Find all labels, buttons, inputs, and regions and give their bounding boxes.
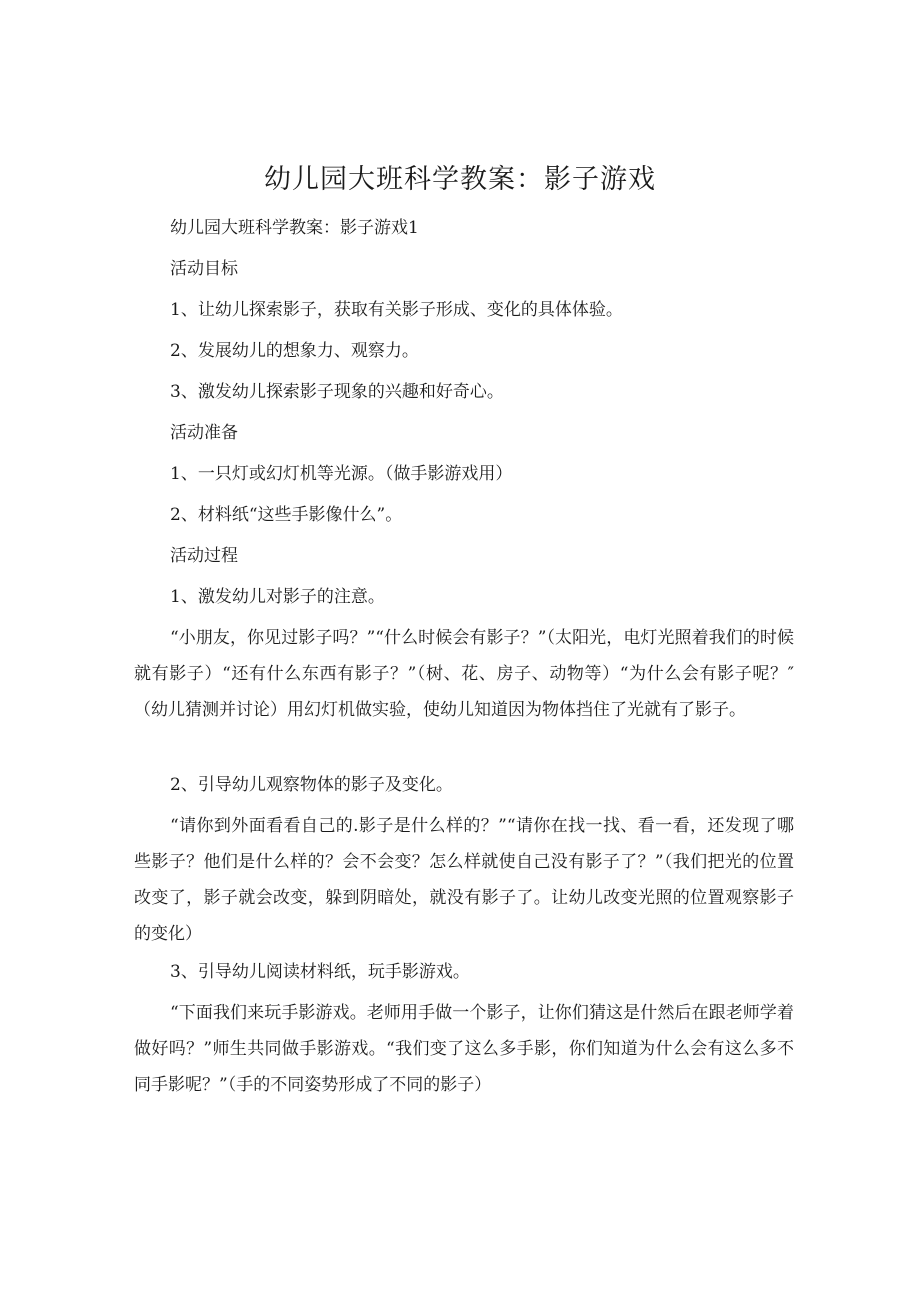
process-step: 3、引导幼儿阅读材料纸，玩手影游戏。 — [170, 962, 470, 982]
process-step: 2、引导幼儿观察物体的影子及变化。 — [170, 775, 453, 795]
prep-item: 2、材料纸“这些手影像什么”。 — [170, 505, 403, 525]
goal-item: 2、发展幼儿的想象力、观察力。 — [170, 341, 419, 361]
goal-item: 1、让幼儿探索影子，获取有关影子形成、变化的具体体验。 — [170, 300, 623, 320]
process-paragraph: “小朋友，你见过影子吗？”“什么时候会有影子？”（太阳光，电灯光照着我们的时候就有影子）“还有什么东西有影子？”（树、花、房子、动物等）“为什么会有影子呢？″（幼儿猜测并讨论）用幻灯机做实验，使幼儿知道因为物体挡住了光就有了影子。 — [134, 628, 794, 720]
section-heading-goals: 活动目标 — [170, 259, 238, 279]
section-heading-prep: 活动准备 — [170, 423, 238, 443]
process-paragraph: “请你到外面看看自己的.影子是什么样的？”“请你在找一找、看一看，还发现了哪些影子？他们是什么样的？会不会变？怎么样就使自己没有影子了？”（我们把光的位置改变了，影子就会改变，躲到阴暗处，就没有影子了。让幼儿改变光照的位置观察影子的变化） — [134, 816, 794, 944]
document-title: 幼儿园大班科学教案：影子游戏 — [264, 164, 656, 195]
goal-item: 3、激发幼儿探索影子现象的兴趣和好奇心。 — [170, 382, 504, 402]
document-subtitle: 幼儿园大班科学教案：影子游戏1 — [170, 218, 419, 238]
section-heading-process: 活动过程 — [170, 546, 238, 566]
process-paragraph: “下面我们来玩手影游戏。老师用手做一个影子，让你们猜这是什然后在跟老师学着做好吗？”师生共同做手影游戏。“我们变了这么多手影，你们知道为什么会有这么多不同手影呢？”（手的不同姿势形成了不同的影子） — [134, 1003, 794, 1095]
prep-item: 1、一只灯或幻灯机等光源。（做手影游戏用） — [170, 464, 513, 484]
process-step: 1、激发幼儿对影子的注意。 — [170, 587, 385, 607]
